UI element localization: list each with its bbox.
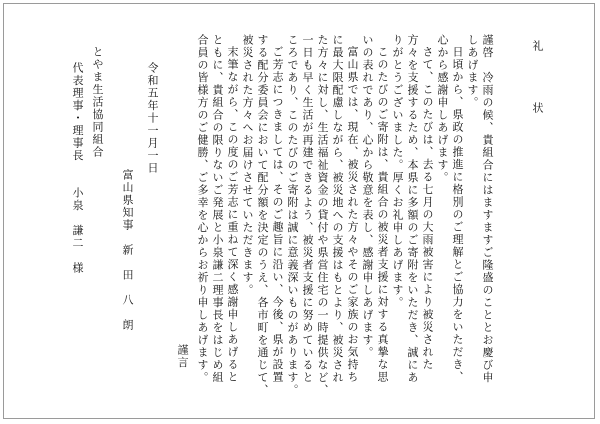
body-line-1: 謹啓 冷雨の候、貴組合にはますますご隆盛のこととお慶び申 <box>481 34 494 384</box>
body-line-9: いの表れであり、心から敬意を表し、感謝申しあげます。 <box>361 34 374 359</box>
recipient-organization: とやま生活協同組合 <box>91 46 104 159</box>
body-line-14: ころであり、このたびのご寄附は誠に意義深いものがあります。 <box>286 34 299 397</box>
letter-sheet <box>3 3 595 419</box>
body-line-7: りがとうございました。厚くお礼申しあげます。 <box>391 34 404 309</box>
body-line-12: た方々に対し、生活福祉資金の貸付や県営住宅の一時提供など、 <box>316 34 329 397</box>
body-line-17: 被災された方々へお届けさせていただきます。 <box>241 34 254 297</box>
body-line-11: に最大限配慮しながら、被災地への支援はもとより、被災され <box>331 34 344 384</box>
body-line-18: 末筆ながら、この度のご芳志に重ねて深く感謝申しあげると <box>226 46 239 384</box>
body-line-10: 富山県では、現在、被災された方々やそのご家族のお気持ち <box>346 46 359 384</box>
body-line-5: さて、このたびは、去る七月の大雨被害により被災された <box>421 46 434 371</box>
body-line-20: 合員の皆様方のご健勝、ご多幸を心からお祈り申しあげます。 <box>196 34 209 384</box>
body-line-15: ご芳志につきましては、そのご趣旨に沿い、今後、県が設置 <box>271 46 284 384</box>
body-line-6: 方々を支援するため、本県に多額のご寄附をいただき、誠にあ <box>406 34 419 384</box>
body-line-16: する配分委員会において配分額を決定のうえ、各市町を通じて、 <box>256 34 269 397</box>
body-line-19: ともに、貴組合の限りないご発展と小泉謙二理事長をはじめ組 <box>211 34 224 384</box>
recipient-name: 代表理事・理事長 小泉 謙二 様 <box>71 62 84 275</box>
sender-signature: 富山県知事 新 田 八 朗 <box>121 169 134 332</box>
body-line-2: しあげます。 <box>466 34 479 109</box>
closing-text: 謹言 <box>176 344 189 369</box>
body-line-13: 一日も早く生活が再建できるよう、被災者支援に努めていると <box>301 34 314 384</box>
body-line-8: このたびのご寄附は、貴組合の被災者支援に対する真摯な思 <box>376 46 389 384</box>
body-line-3: 日頃から、県政の推進に格別のご理解とご協力をいただき、 <box>451 46 464 384</box>
letter-title: 礼 状 <box>531 40 544 133</box>
body-line-4: 心から感謝申しあげます。 <box>436 34 449 184</box>
letter-date: 令和五年十一月一日 <box>146 62 159 175</box>
